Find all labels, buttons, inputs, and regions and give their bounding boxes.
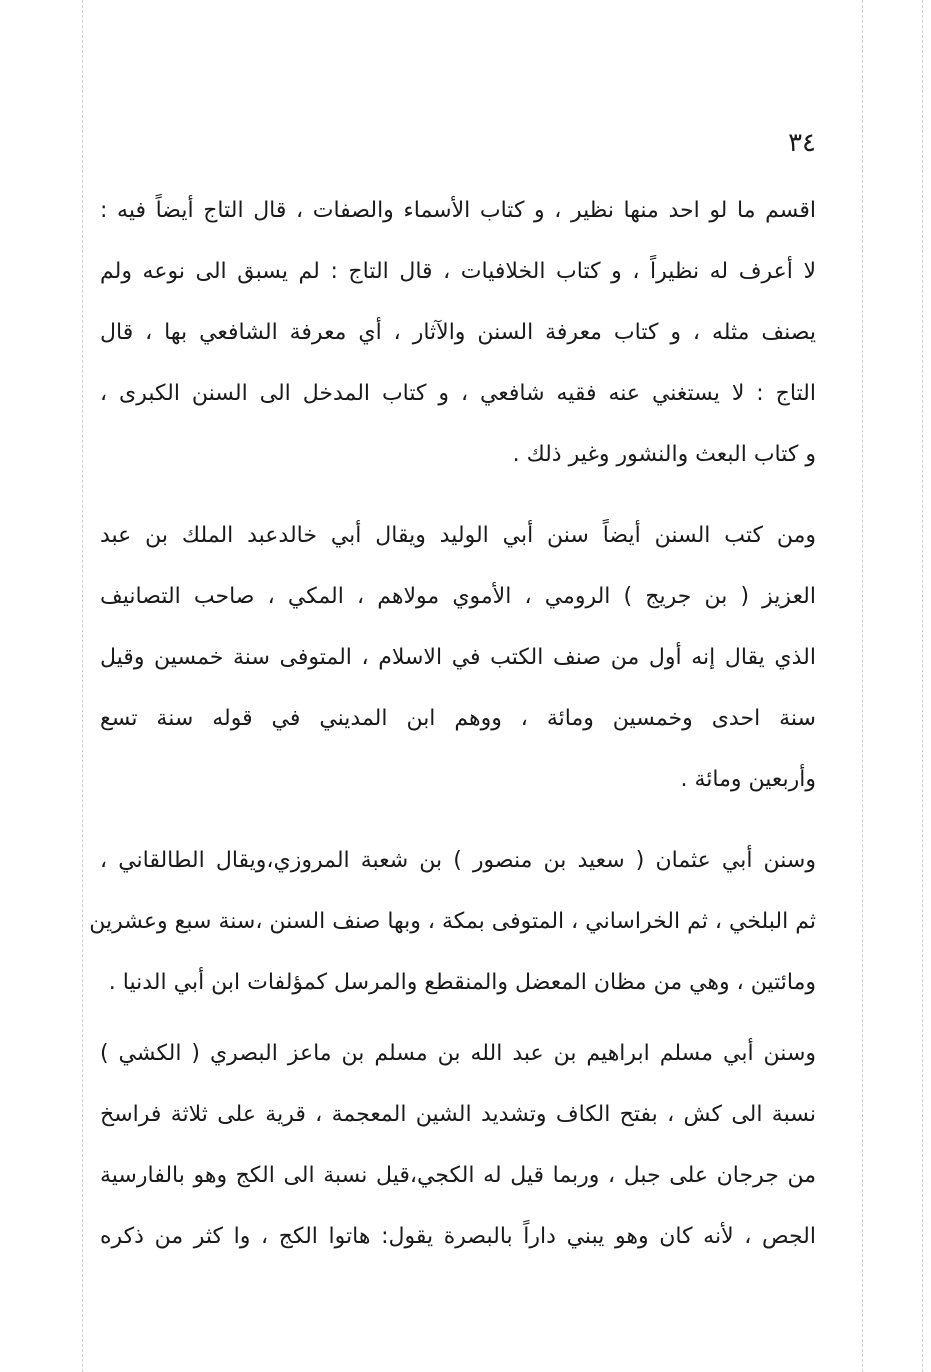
text-line: ومائتين ، وهي من مظان المعضل والمنقطع والمرسل كمؤلفات ابن أبي الدنيا . <box>108 970 816 995</box>
text-line: التاج : لا يستغني عنه فقيه شافعي ، و كتاب المدخل الى السنن الكبرى ، <box>100 381 816 406</box>
text-line: وأربعين ومائة . <box>680 767 816 792</box>
text-line: من جرجان على جبل ، وربما قيل له الكجي،قيل نسبة الى الكج وهو بالفارسية <box>100 1163 816 1188</box>
text-line: سنة احدى وخمسين ومائة ، ووهم ابن المديني في قوله سنة تسع <box>100 706 816 731</box>
text-line: الجص ، لأنه كان وهو يبني داراً بالبصرة يقول: هاتوا الكج ، وا كثر من ذكره <box>100 1224 816 1249</box>
margin-guide-right <box>862 0 863 1372</box>
text-line: اقسم ما لو احد منها نظير ، و كتاب الأسماء والصفات ، قال التاج أيضاً فيه : <box>100 198 816 223</box>
text-line: وسنن أبي عثمان ( سعيد بن منصور ) بن شعبة المروزي،ويقال الطالقاني ، <box>100 848 816 873</box>
paragraph-1 <box>100 180 816 485</box>
paragraph-2 <box>100 505 816 810</box>
text-line: و كتاب البعث والنشور وغير ذلك . <box>512 442 816 467</box>
text-line: يصنف مثله ، و كتاب معرفة السنن والآثار ، أي معرفة الشافعي بها ، قال <box>100 320 816 345</box>
text-line: لا أعرف له نظيراً ، و كتاب الخلافيات ، قال التاج : لم يسبق الى نوعه ولم <box>100 259 816 284</box>
text-line: ومن كتب السنن أيضاً سنن أبي الوليد ويقال أبي خالدعبد الملك بن عبد <box>100 523 816 548</box>
margin-guide-edge <box>922 0 923 1372</box>
page-number: ٣٤ <box>788 128 816 158</box>
text-line: ثم البلخي ، ثم الخراساني ، المتوفى بمكة ، وبها صنف السنن ،سنة سبع وعشرين <box>89 909 816 934</box>
text-line: العزيز ( بن جريج ) الرومي ، الأموي مولاهم ، المكي ، صاحب التصانيف <box>100 584 816 609</box>
paragraph-3 <box>89 830 816 1013</box>
paragraph-4 <box>100 1023 816 1267</box>
text-line: وسنن أبي مسلم ابراهيم بن عبد الله بن مسلم بن ماعز البصري ( الكشي ) <box>100 1041 816 1066</box>
text-line: نسبة الى كش ، بفتح الكاف وتشديد الشين المعجمة ، قرية على ثلاثة فراسخ <box>100 1102 816 1127</box>
text-line: الذي يقال إنه أول من صنف الكتب في الاسلام ، المتوفى سنة خمسين وقيل <box>100 645 816 670</box>
body-text <box>89 180 816 1267</box>
margin-guide-left <box>82 0 83 1372</box>
